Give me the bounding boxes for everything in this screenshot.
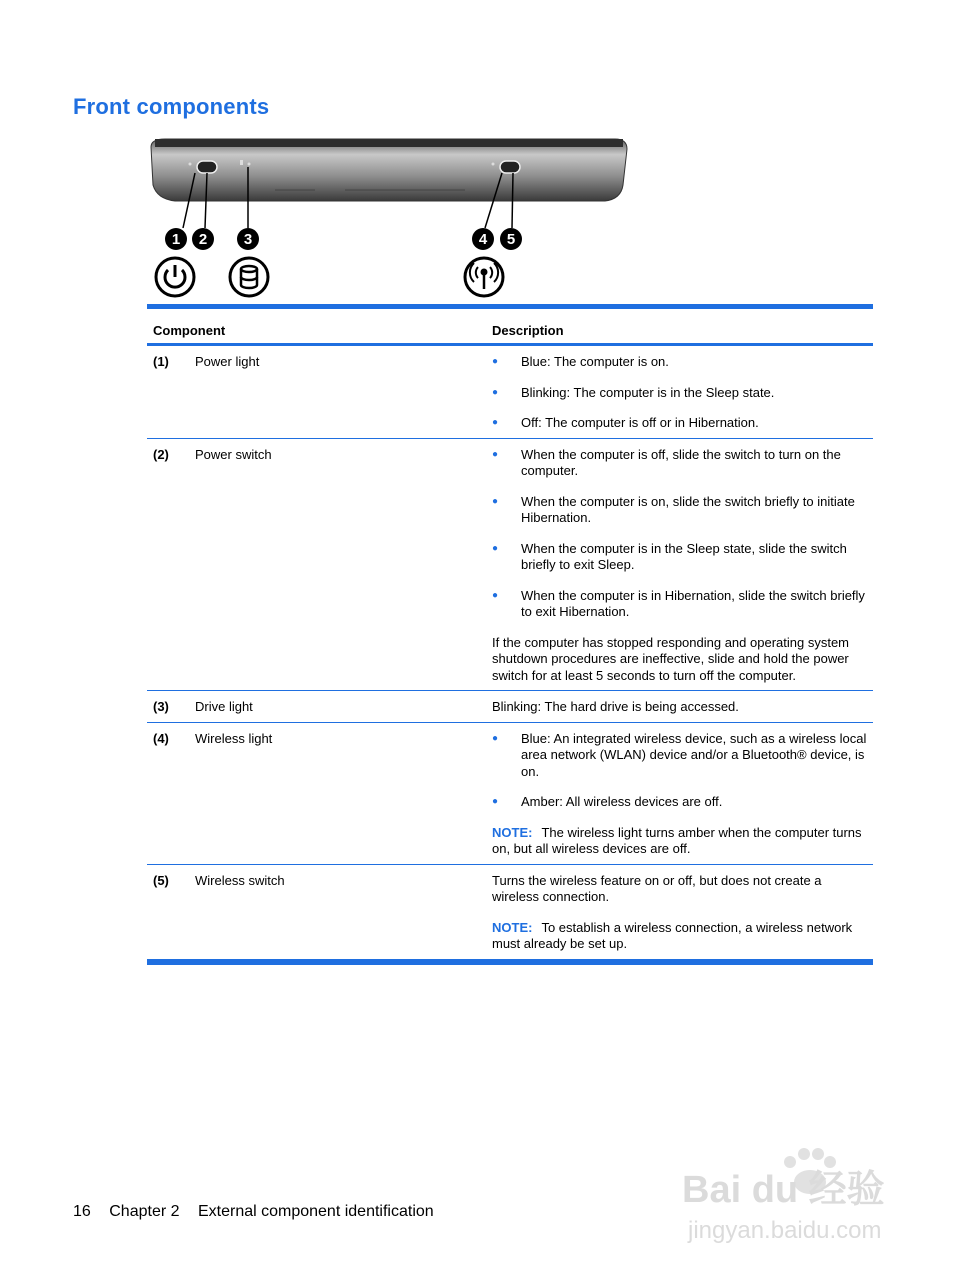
row-description	[486, 346, 873, 438]
components-table	[147, 304, 873, 965]
power-light	[189, 163, 192, 166]
chapter-label: Chapter 2	[109, 1203, 180, 1220]
row-description	[486, 865, 873, 959]
bullet-item: ● When the computer is on, slide the switch briefly to initiate Hibernation.	[492, 493, 855, 525]
row-description	[486, 691, 873, 722]
table-row	[147, 723, 873, 865]
laptop-front-figure	[145, 133, 635, 303]
note	[492, 920, 867, 953]
row-component: Wireless light	[195, 730, 273, 746]
row-component: Power switch	[195, 446, 272, 462]
watermark-url: jingyan.baidu.com	[688, 1217, 882, 1244]
drive-light	[240, 160, 243, 165]
wireless-switch	[500, 161, 520, 173]
power-icon	[156, 258, 194, 296]
table-row	[147, 439, 873, 692]
drive-icon	[230, 258, 268, 296]
callout-4: 4	[478, 231, 488, 248]
bullet-item: ● Amber: All wireless devices are off.	[492, 794, 723, 809]
wireless-light	[492, 163, 495, 166]
table-header	[147, 309, 873, 346]
row-number: (5)	[153, 872, 169, 888]
callout-1: 1	[171, 231, 181, 248]
bullet-item: ● When the computer is in the Sleep state, slide the switch briefly to exit Sleep.	[492, 540, 847, 572]
bullet-item: ● When the computer is off, slide the switch to turn on the computer.	[492, 446, 841, 478]
description-paragraph: Turns the wireless feature on or off, but does not create a wireless connection.	[492, 872, 822, 904]
power-switch	[197, 161, 217, 173]
row-component: Drive light	[195, 699, 253, 714]
note-text: The wireless light turns amber when the computer turns on, but all wireless devices are off.	[492, 824, 862, 856]
table-row	[147, 346, 873, 439]
note-text: To establish a wireless connection, a wireless network must already be set up.	[492, 919, 853, 951]
note-label: NOTE:	[492, 919, 533, 935]
row-number: (3)	[153, 699, 169, 714]
wireless-icon	[465, 258, 503, 296]
section-label: External component identification	[197, 1203, 434, 1220]
row-number: (2)	[153, 446, 169, 462]
header-description: Description	[492, 323, 564, 338]
callout-3: 3	[243, 231, 253, 248]
row-number: (4)	[153, 730, 169, 746]
page-footer	[73, 1203, 448, 1221]
row-component: Wireless switch	[195, 872, 285, 888]
table-row	[147, 691, 873, 723]
bullet-item: ● When the computer is in Hibernation, slide the switch briefly to exit Hibernation.	[492, 587, 865, 619]
baidu-watermark	[680, 1140, 910, 1250]
laptop-lid-edge	[155, 139, 623, 147]
bullet-item: ● Off: The computer is off or in Hibernation.	[492, 415, 759, 430]
table-row	[147, 865, 873, 960]
callout-5: 5	[506, 231, 516, 248]
description-paragraph: If the computer has stopped responding and operating system shutdown procedures are ineffective, slide and hold the power switch for at least 5 seconds to turn off the computer.	[492, 634, 849, 683]
bullet-item: ● Blue: The computer is on.	[492, 354, 669, 369]
row-description	[486, 439, 873, 691]
row-description	[486, 723, 873, 864]
table-bottom-rule	[147, 960, 873, 965]
description-paragraph: Blinking: The hard drive is being accessed.	[492, 699, 739, 714]
bullet-item: ● Blue: An integrated wireless device, such as a wireless local area network (WLAN) device and/or a Bluetooth® device, is on.	[492, 730, 867, 779]
bullet-item: ● Blinking: The computer is in the Sleep state.	[492, 384, 775, 400]
callout-2: 2	[198, 231, 208, 248]
laptop-body	[151, 139, 627, 201]
page-number: 16	[73, 1203, 91, 1220]
note	[492, 825, 867, 858]
row-number: (1)	[153, 354, 169, 369]
watermark-brand: Bai du 经验	[682, 1169, 885, 1211]
row-component: Power light	[195, 354, 260, 369]
header-component: Component	[153, 323, 226, 338]
note-label: NOTE:	[492, 824, 533, 840]
page-title: Front components	[73, 94, 270, 119]
